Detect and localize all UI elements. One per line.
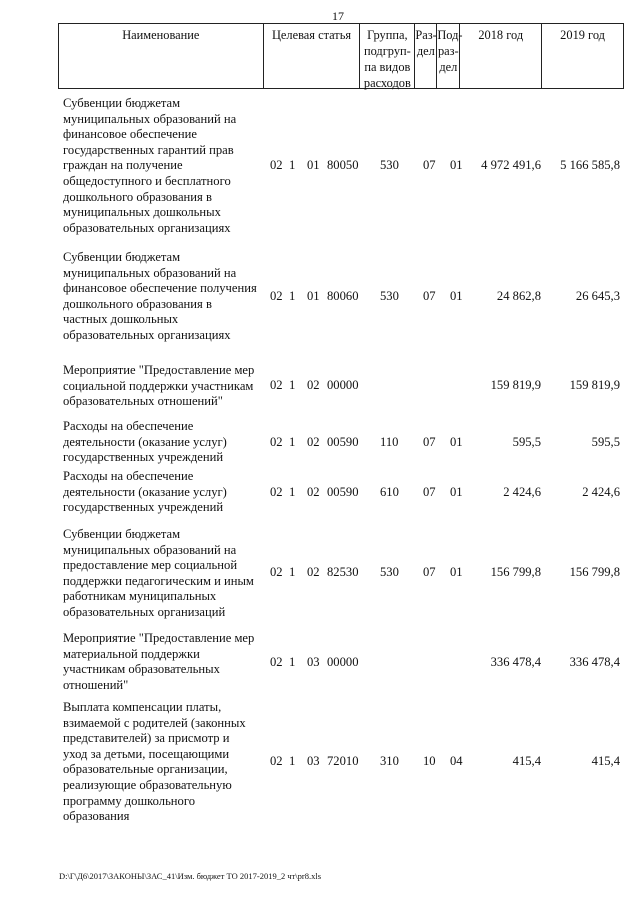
row-direction: 00000 <box>327 655 359 669</box>
header-name: Наименование <box>59 24 264 89</box>
row-amount-2018: 4 972 491,6 <box>481 158 541 172</box>
row-subsection: 01 <box>450 565 463 579</box>
row-subsection: 01 <box>450 158 463 172</box>
header-subsection: Под- раз- дел <box>437 24 460 89</box>
row-section: 07 <box>423 565 436 579</box>
row-name: Выплата компенсации платы, взимаемой с родителей (законных представителей) за присмотр и уход за детьми, посещающими образовательные организации, реализующие образовательную программу дошкольного образования <box>63 700 246 824</box>
row-main-event: 02 <box>307 435 320 449</box>
row-program: 02 <box>270 485 283 499</box>
row-amount-2018: 2 424,6 <box>503 485 541 499</box>
row-subsection: 01 <box>450 289 463 303</box>
row-section: 10 <box>423 754 436 768</box>
row-amount-2019: 415,4 <box>591 754 620 768</box>
row-group: 530 <box>380 158 399 172</box>
row-section: 07 <box>423 289 436 303</box>
row-amount-2018: 159 819,9 <box>490 378 541 392</box>
row-subsection: 01 <box>450 485 463 499</box>
row-direction: 00590 <box>327 485 359 499</box>
row-main-event: 02 <box>307 485 320 499</box>
row-amount-2019: 159 819,9 <box>569 378 620 392</box>
row-program: 02 <box>270 435 283 449</box>
row-program: 02 <box>270 655 283 669</box>
row-program: 02 <box>270 754 283 768</box>
row-name: Субвенции бюджетам муниципальных образований на финансовое обеспечение получения дошкольного образования в частных дошкольных образовательных организациях <box>63 250 257 342</box>
header-target-article: Целевая статья <box>264 24 361 89</box>
row-subprogram: 1 <box>289 435 296 449</box>
row-name: Субвенции бюджетам муниципальных образований на предоставление мер социальной поддержки педагогическим и иным работникам муниципальных образовательных организаций <box>63 527 254 619</box>
file-path-footer: D:\Г\Д6\2017\ЗАКОНЫ\ЗАС_41\Изм. бюджет ТО 2017-2019_2 чт\pr8.xls <box>59 871 322 881</box>
row-subprogram: 1 <box>289 289 296 303</box>
row-program: 02 <box>270 289 283 303</box>
row-name: Мероприятие "Предоставление мер социальной поддержки участникам образовательных отношений" <box>63 363 255 409</box>
row-direction: 80060 <box>327 289 359 303</box>
row-subprogram: 1 <box>289 378 296 392</box>
row-subprogram: 1 <box>289 655 296 669</box>
row-direction: 00000 <box>327 378 359 392</box>
row-amount-2019: 2 424,6 <box>582 485 620 499</box>
row-name: Расходы на обеспечение деятельности (оказание услуг) государственных учреждений <box>63 469 227 515</box>
row-subprogram: 1 <box>289 485 296 499</box>
header-section: Раз- дел <box>415 24 437 89</box>
row-main-event: 02 <box>307 378 320 392</box>
header-year-2018: 2018 год <box>460 24 542 89</box>
row-amount-2019: 156 799,8 <box>569 565 620 579</box>
row-subprogram: 1 <box>289 158 296 172</box>
row-amount-2019: 26 645,3 <box>575 289 620 303</box>
row-name: Расходы на обеспечение деятельности (оказание услуг) государственных учреждений <box>63 419 227 465</box>
row-amount-2019: 5 166 585,8 <box>560 158 620 172</box>
row-section: 07 <box>423 435 436 449</box>
row-main-event: 03 <box>307 655 320 669</box>
row-main-event: 03 <box>307 754 320 768</box>
table-header <box>58 23 624 89</box>
row-direction: 72010 <box>327 754 359 768</box>
row-main-event: 01 <box>307 289 320 303</box>
row-section: 07 <box>423 485 436 499</box>
row-group: 110 <box>380 435 399 449</box>
row-amount-2018: 595,5 <box>512 435 541 449</box>
row-main-event: 01 <box>307 158 320 172</box>
row-amount-2019: 336 478,4 <box>569 655 620 669</box>
row-group: 610 <box>380 485 399 499</box>
row-program: 02 <box>270 158 283 172</box>
row-direction: 00590 <box>327 435 359 449</box>
row-subsection: 01 <box>450 435 463 449</box>
row-amount-2018: 156 799,8 <box>490 565 541 579</box>
row-amount-2018: 336 478,4 <box>490 655 541 669</box>
row-program: 02 <box>270 378 283 392</box>
row-amount-2018: 24 862,8 <box>496 289 541 303</box>
row-group: 530 <box>380 565 399 579</box>
row-group: 530 <box>380 289 399 303</box>
page-number: 17 <box>332 9 344 23</box>
row-amount-2019: 595,5 <box>591 435 620 449</box>
row-subprogram: 1 <box>289 565 296 579</box>
header-year-2019: 2019 год <box>542 24 624 89</box>
row-name: Мероприятие "Предоставление мер материальной поддержки участникам образовательных отношений" <box>63 631 255 692</box>
row-amount-2018: 415,4 <box>512 754 541 768</box>
row-group: 310 <box>380 754 399 768</box>
row-program: 02 <box>270 565 283 579</box>
row-name: Субвенции бюджетам муниципальных образований на финансовое обеспечение государственных гарантий прав граждан на получение общедоступного и бесплатного дошкольного образования в муниципальных дошкольных образовательных организациях <box>63 96 237 235</box>
row-direction: 82530 <box>327 565 359 579</box>
row-subprogram: 1 <box>289 754 296 768</box>
row-section: 07 <box>423 158 436 172</box>
header-expense-group: Группа, подгруп- па видов расходов <box>360 24 415 89</box>
row-direction: 80050 <box>327 158 359 172</box>
row-subsection: 04 <box>450 754 463 768</box>
row-main-event: 02 <box>307 565 320 579</box>
